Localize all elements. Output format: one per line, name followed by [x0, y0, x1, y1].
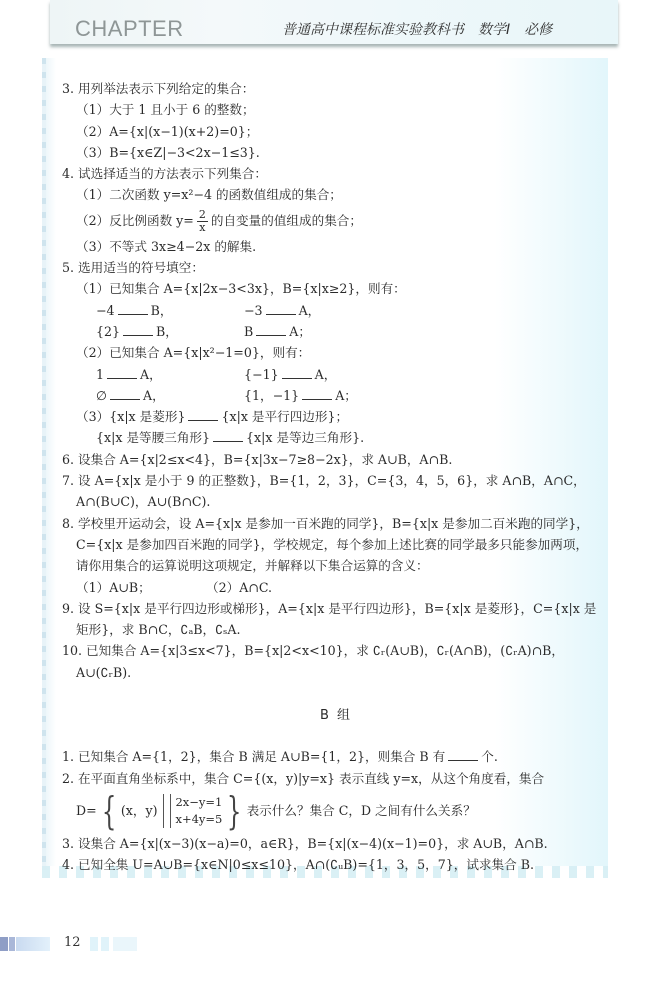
exercise-4-part-3: （3）不等式 3x≥4−2x 的解集. — [76, 238, 257, 254]
answer-blank — [266, 304, 296, 315]
exercise-8-parts — [62, 577, 610, 598]
equation-2: x+4y=5 — [170, 811, 222, 828]
series-name: 普通高中课程标准实验教科书 — [282, 22, 464, 38]
exercise-8-part-2: （2）A∩C. — [206, 579, 273, 595]
chapter-label: CHAPTER — [75, 16, 184, 41]
group-b-exercise-1: 1. 已知集合 A={1，2}，集合 B 满足 A∪B={1，2}，则集合 B 有 个. — [62, 749, 498, 765]
answer-blank — [118, 304, 148, 315]
answer-blank — [302, 389, 332, 400]
exercise-4-part-1: （1）二次函数 y=x²−4 的函数值组成的集合； — [76, 187, 342, 203]
exercise-10-cont: A∪(∁ᵣB). — [76, 664, 132, 680]
exercise-9-cont: 矩形}，求 B∩C，∁ₐB，∁ₛA. — [76, 622, 241, 638]
left-brace-icon: { — [101, 788, 117, 833]
fill-item: 1 A， — [96, 366, 162, 382]
answer-blank — [448, 750, 478, 761]
page-marker-bar — [0, 937, 8, 951]
group-b-exercise-4: 4. 已知全集 U=A∪B={x∈N|0≤x≤10}，A∩(∁ᵤB)={1，3，5，7}，试求集合 B. — [62, 857, 534, 873]
exercise-3-part-1: （1）大于 1 且小于 6 的整数； — [76, 102, 255, 118]
equation-system — [163, 794, 222, 828]
exercise-7: 7. 设 A={x|x 是小于 9 的正整数}，B={1，2，3}，C={3，4，5，6}，求 A∩B，A∩C， — [62, 473, 586, 489]
page-marker-bar — [90, 937, 98, 951]
group-b-exercise-2-set-definition — [62, 789, 610, 833]
set-question: 表示什么？集合 C，D 之间有什么关系？ — [246, 803, 476, 819]
page-number: 12 — [64, 935, 81, 950]
answer-blank — [107, 368, 137, 379]
group-b-title: B 组 — [319, 708, 353, 724]
page-marker-bar — [16, 937, 50, 951]
exercise-content — [62, 78, 610, 876]
exercise-8-cont-1: C={x|x 是参加四百米跑的同学}，学校规定，每个参加上述比赛的同学最多只能参加两项， — [76, 536, 589, 552]
exercise-9: 9. 设 S={x|x 是平行四边形或梯形}，A={x|x 是平行四边形}，B={x|x 是菱形}，C={x|x 是 — [62, 600, 597, 616]
fraction — [197, 209, 208, 234]
panel-left-border-decoration — [42, 58, 46, 870]
group-b-exercise-3: 3. 设集合 A={x|(x−3)(x−a)=0，a∈R}，B={x|(x−4)(x−1)=0}，求 A∪B，A∩B. — [62, 835, 548, 851]
answer-blank — [256, 325, 286, 336]
exercise-8-part-1: （1）A∪B； — [76, 579, 151, 595]
exercise-8-cont-2: 请你用集合的运算说明这项规定，并解释以下集合运算的含义： — [76, 558, 429, 574]
exercise-6: 6. 设集合 A={x|2≤x<4}，B={x|3x−7≥8−2x}，求 A∪B，A∩B. — [62, 451, 453, 467]
page-marker-bar — [113, 937, 137, 951]
fill-item: {−1} A， — [244, 366, 337, 382]
exercise-3-part-3: （3）B={x∈Z|−3<2x−1≤3}. — [76, 144, 260, 160]
equation-1: 2x−y=1 — [170, 794, 222, 811]
group-b-exercise-2: 2. 在平面直角坐标系中，集合 C={(x，y)|y=x} 表示直线 y=x，从这个角度看，集合 — [62, 770, 545, 786]
exercise-3-part-2: （2）A={x|(x−1)(x+2)=0}； — [76, 123, 259, 139]
fill-item: {2} B， — [96, 323, 178, 339]
exercise-5-prompt: 5. 选用适当的符号填空： — [62, 260, 204, 276]
exercise-5-part-1-intro: （1）已知集合 A={x|2x−3<3x}，B={x|x≥2}，则有： — [76, 281, 406, 297]
fraction-denominator: x — [199, 220, 206, 234]
answer-blank — [123, 325, 153, 336]
answer-blank — [282, 368, 312, 379]
fill-item: −4 B， — [96, 302, 173, 318]
exercise-5-part-2-row-2 — [62, 385, 610, 406]
exercise-8: 8. 学校里开运动会，设 A={x|x 是参加一百米跑的同学}，B={x|x 是参加二百米跑的同学}， — [62, 515, 589, 531]
exercise-3-prompt: 3. 用列举法表示下列给定的集合： — [62, 81, 255, 96]
subject-name: 数学Ⅰ — [478, 22, 511, 38]
fill-item: −3 A， — [244, 302, 321, 318]
page-footer — [0, 937, 200, 951]
exercise-5-part-3-line-2: {x|x 是等腰三角形} {x|x 是等边三角形}. — [96, 430, 365, 446]
fill-item: ∅ A， — [96, 387, 165, 403]
right-brace-icon: } — [227, 788, 242, 833]
exercise-5-part-1-row-1 — [62, 300, 610, 321]
answer-blank — [110, 389, 140, 400]
exercise-4-prompt: 4. 试选择适当的方法表示下列集合： — [62, 166, 267, 182]
page-marker-bar — [101, 937, 109, 951]
exercise-5-part-3-line-1: （3）{x|x 是菱形} {x|x 是平行四边形}； — [76, 409, 349, 425]
series-title — [282, 19, 552, 39]
fraction-numerator: 2 — [198, 207, 206, 221]
answer-blank — [188, 410, 218, 421]
exercise-5-part-1-row-2 — [62, 321, 610, 342]
set-element: (x，y) — [120, 803, 158, 819]
chapter-header — [50, 0, 618, 44]
exercise-7-cont: A∩(B∪C)，A∪(B∩C). — [76, 494, 211, 510]
exercise-4-part-2-text: （2）反比例函数 y= — [76, 212, 194, 228]
exercise-4-part-2-suffix: 的自变量的值组成的集合； — [210, 212, 362, 228]
exercise-5-part-2-intro: （2）已知集合 A={x|x²−1=0}，则有： — [76, 345, 311, 361]
set-prefix: D= — [76, 803, 97, 819]
exercise-5-part-2-row-1 — [62, 364, 610, 385]
exercise-10: 10. 已知集合 A={x|3≤x<7}，B={x|2<x<10}，求 ∁ᵣ(A∪B)，∁ᵣ(A∩B)，(∁ᵣA)∩B， — [62, 643, 564, 659]
answer-blank — [213, 431, 243, 442]
exercise-4-part-2 — [62, 206, 610, 236]
edition-label: 必修 — [524, 22, 553, 38]
page-marker-bar — [9, 937, 15, 951]
fill-item: B A； — [244, 323, 311, 339]
fill-item: {1，−1} A； — [244, 387, 357, 403]
